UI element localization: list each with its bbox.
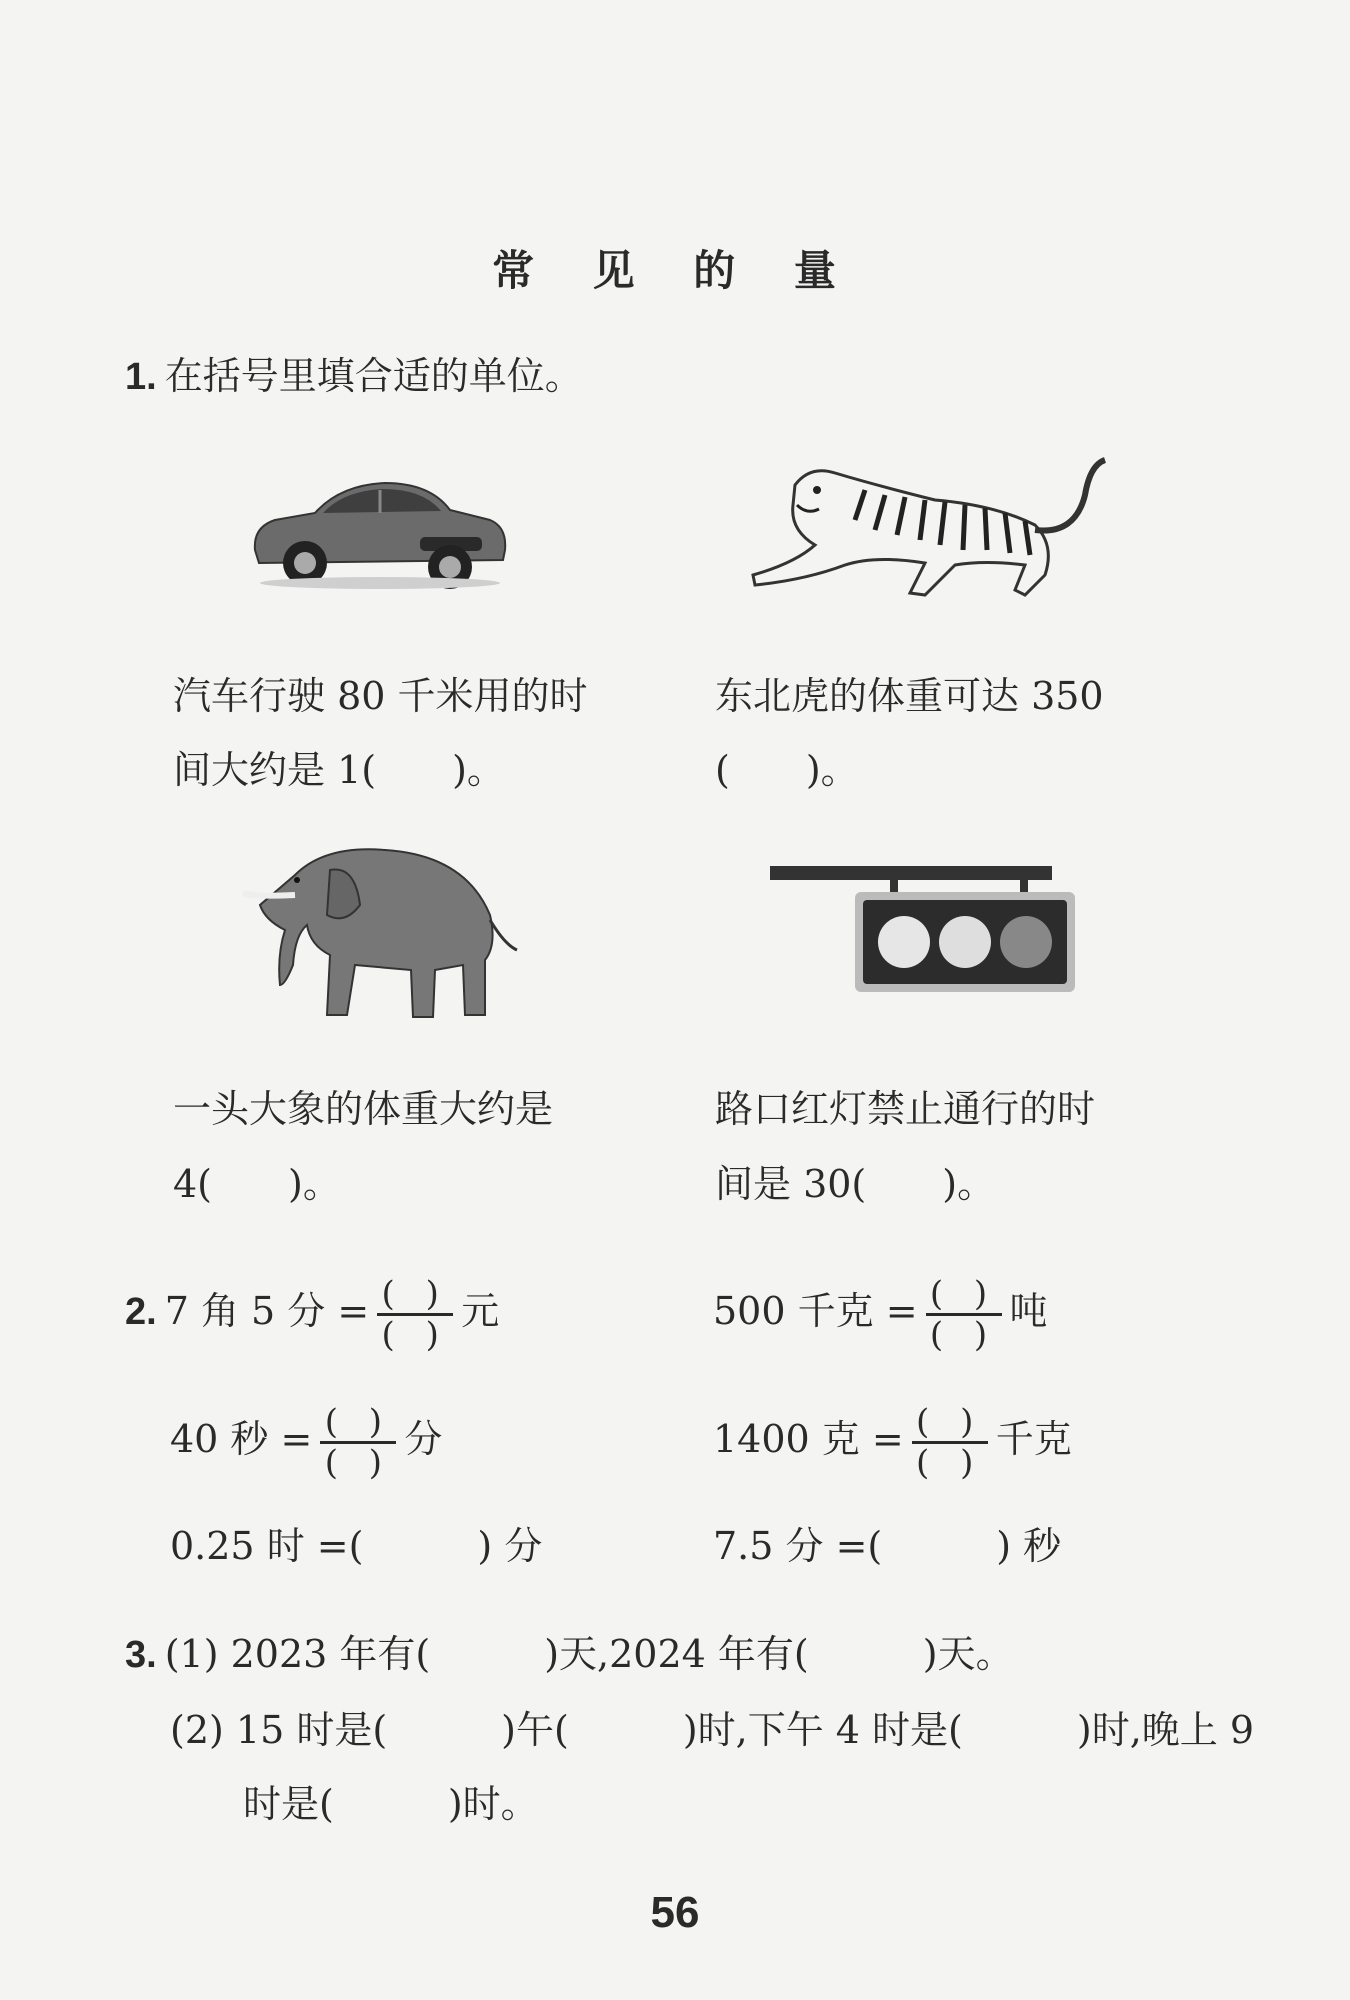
q1-item1-line1: 汽车行驶 80 千米用的时	[173, 674, 588, 718]
q2-row1-left	[125, 1275, 499, 1354]
q1-number: 1.	[125, 356, 157, 398]
q2-row1-left-pre: 7 角 5 分 =	[164, 1289, 370, 1333]
fraction-blank[interactable]: $\frac{( )}{( )}$	[924, 1275, 1004, 1354]
car-icon	[245, 455, 515, 595]
q1-item4-line2: 间是 30( )。	[715, 1162, 996, 1206]
page-number: 56	[650, 1888, 700, 1937]
q3-line2[interactable]: (2) 15 时是( )午( )时,下午 4 时是( )时,晚上 9	[170, 1708, 1255, 1752]
q1-prompt-text: 在括号里填合适的单位。	[164, 354, 583, 398]
q3-line1-text: (1) 2023 年有( )天,2024 年有( )天。	[164, 1632, 1014, 1676]
q2-number: 2.	[125, 1291, 157, 1333]
tiger-icon	[735, 445, 1115, 610]
q3-number: 3.	[125, 1634, 157, 1676]
q2-row1-left-post: 元	[461, 1289, 500, 1333]
q2-row1-right	[713, 1275, 1048, 1354]
q2-row1-right-post: 吨	[1009, 1289, 1048, 1333]
q3-line1[interactable]	[125, 1632, 1014, 1676]
q2-row3-right[interactable]: 7.5 分 =( ) 秒	[713, 1524, 1062, 1568]
q1-item1-line2: 间大约是 1( )。	[173, 748, 505, 792]
q2-row2-left-post: 分	[404, 1417, 443, 1461]
fraction-blank[interactable]: $\frac{( )}{( )}$	[318, 1403, 398, 1482]
q3-line3[interactable]: 时是( )时。	[243, 1782, 539, 1826]
q1-item2-line1: 东北虎的体重可达 350	[715, 674, 1104, 718]
q1-prompt	[125, 354, 583, 398]
q2-row2-right-pre: 1400 克 =	[713, 1417, 904, 1461]
fraction-blank[interactable]: $\frac{( )}{( )}$	[910, 1403, 990, 1482]
q1-item3-line2: 4( )。	[173, 1162, 341, 1206]
fraction-blank[interactable]: $\frac{( )}{( )}$	[375, 1275, 455, 1354]
q2-row2-left	[170, 1403, 442, 1482]
q1-item3-line1: 一头大象的体重大约是	[173, 1087, 554, 1131]
q2-row2-right	[713, 1403, 1072, 1482]
q1-item2-line2: ( )。	[715, 748, 859, 792]
q2-row3-left[interactable]: 0.25 时 =( ) 分	[170, 1524, 543, 1568]
traffic-light-icon	[770, 862, 1080, 997]
q2-row2-right-post: 千克	[995, 1417, 1072, 1461]
q2-row2-left-pre: 40 秒 =	[170, 1417, 313, 1461]
q2-row1-right-pre: 500 千克 =	[713, 1289, 918, 1333]
page-title: 常 见 的 量	[492, 246, 858, 295]
q1-item4-line1: 路口红灯禁止通行的时	[715, 1087, 1096, 1131]
elephant-icon	[235, 835, 525, 1030]
